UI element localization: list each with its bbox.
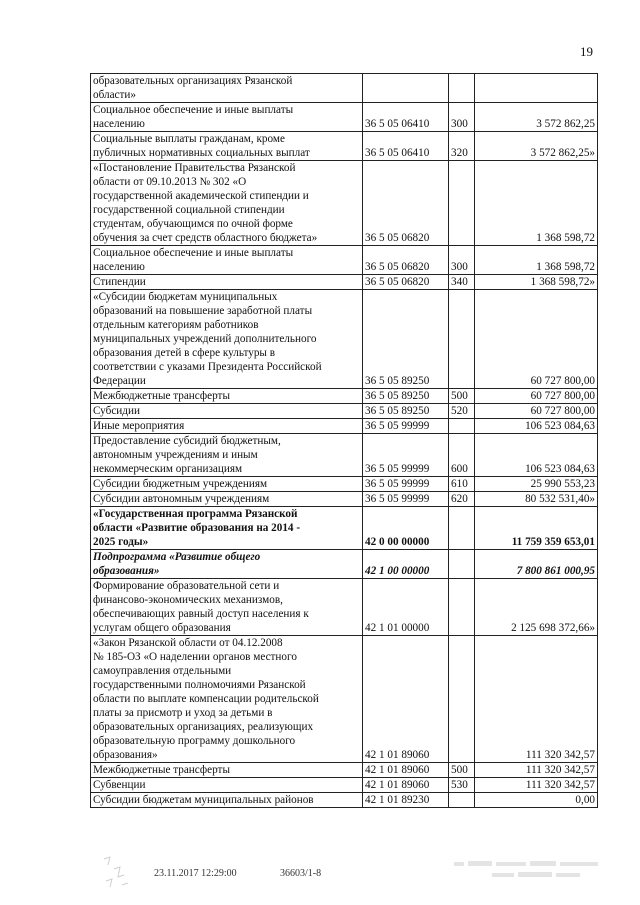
row-expense-type-cell xyxy=(449,579,475,636)
row-name-cell: Формирование образовательной сети и финансово-экономических механизмов, обеспечивающих равный доступ населения к услугам общего образования xyxy=(91,579,363,636)
row-code-cell: 36 5 05 89250 xyxy=(363,389,449,404)
row-amount-cell: 11 759 359 653,01 xyxy=(475,507,598,550)
row-code-cell: 36 5 05 06820 xyxy=(363,246,449,275)
table-row xyxy=(91,103,598,132)
row-expense-type-cell xyxy=(449,290,475,389)
stamp-mark-icon xyxy=(100,855,134,891)
row-code-cell: 36 5 05 89250 xyxy=(363,404,449,419)
row-name-cell: Социальное обеспечение и иные выплаты населению xyxy=(91,246,363,275)
row-name-cell: Подпрограмма «Развитие общего образования» xyxy=(91,550,363,579)
row-code-cell: 42 1 01 00000 xyxy=(363,579,449,636)
row-name-cell: «Государственная программа Рязанской области «Развитие образования на 2014 - 2025 годы» xyxy=(91,507,363,550)
row-code-cell: 36 5 05 06410 xyxy=(363,103,449,132)
row-amount-cell: 80 532 531,40» xyxy=(475,492,598,507)
row-amount-cell: 25 990 553,23 xyxy=(475,477,598,492)
row-expense-type-cell: 530 xyxy=(449,778,475,793)
row-expense-type-cell xyxy=(449,793,475,808)
table-row xyxy=(91,763,598,778)
table-row xyxy=(91,275,598,290)
row-expense-type-cell xyxy=(449,636,475,763)
row-code-cell: 36 5 05 06820 xyxy=(363,275,449,290)
row-expense-type-cell xyxy=(449,161,475,246)
row-amount-cell: 7 800 861 000,95 xyxy=(475,550,598,579)
row-code-cell: 36 5 05 06820 xyxy=(363,161,449,246)
row-name-cell: Субвенции xyxy=(91,778,363,793)
row-amount-cell: 1 368 598,72 xyxy=(475,246,598,275)
table-row xyxy=(91,778,598,793)
budget-table-body xyxy=(91,74,598,808)
table-row xyxy=(91,389,598,404)
row-name-cell: Межбюджетные трансферты xyxy=(91,763,363,778)
row-expense-type-cell: 300 xyxy=(449,103,475,132)
row-code-cell: 36 5 05 99999 xyxy=(363,492,449,507)
row-expense-type-cell: 520 xyxy=(449,404,475,419)
row-code-cell: 42 1 01 89060 xyxy=(363,778,449,793)
table-row xyxy=(91,404,598,419)
table-row xyxy=(91,132,598,161)
budget-table xyxy=(90,73,598,808)
row-name-cell: Социальное обеспечение и иные выплаты населению xyxy=(91,103,363,132)
row-name-cell: Социальные выплаты гражданам, кроме публичных нормативных социальных выплат xyxy=(91,132,363,161)
row-name-cell: образовательных организациях Рязанской области» xyxy=(91,74,363,103)
table-row xyxy=(91,246,598,275)
row-name-cell: Межбюджетные трансферты xyxy=(91,389,363,404)
row-name-cell: Стипендии xyxy=(91,275,363,290)
table-row xyxy=(91,636,598,763)
row-amount-cell: 1 368 598,72» xyxy=(475,275,598,290)
row-amount-cell xyxy=(475,74,598,103)
row-amount-cell: 106 523 084,63 xyxy=(475,434,598,477)
row-code-cell: 36 5 05 99999 xyxy=(363,477,449,492)
row-amount-cell: 2 125 698 372,66» xyxy=(475,579,598,636)
table-row xyxy=(91,477,598,492)
row-expense-type-cell xyxy=(449,419,475,434)
row-amount-cell: 111 320 342,57 xyxy=(475,636,598,763)
row-code-cell: 42 1 01 89060 xyxy=(363,636,449,763)
row-expense-type-cell xyxy=(449,507,475,550)
row-expense-type-cell: 340 xyxy=(449,275,475,290)
table-row xyxy=(91,793,598,808)
row-amount-cell: 3 572 862,25 xyxy=(475,103,598,132)
row-amount-cell: 60 727 800,00 xyxy=(475,290,598,389)
row-amount-cell: 106 523 084,63 xyxy=(475,419,598,434)
row-name-cell: Предоставление субсидий бюджетным, автономным учреждениям и иным некоммерческим организациям xyxy=(91,434,363,477)
table-row xyxy=(91,290,598,389)
row-name-cell: Субсидии бюджетам муниципальных районов xyxy=(91,793,363,808)
row-name-cell: «Постановление Правительства Рязанской области от 09.10.2013 № 302 «О государственной академической стипендии и государственной социальной стипендии студентам, обучающимся по очной форме обучения за счет средств областного бюджета» xyxy=(91,161,363,246)
row-expense-type-cell: 320 xyxy=(449,132,475,161)
table-row xyxy=(91,419,598,434)
row-name-cell: Иные мероприятия xyxy=(91,419,363,434)
row-code-cell: 42 1 01 89230 xyxy=(363,793,449,808)
row-name-cell: Субсидии бюджетным учреждениям xyxy=(91,477,363,492)
row-code-cell: 36 5 05 89250 xyxy=(363,290,449,389)
table-row xyxy=(91,434,598,477)
row-expense-type-cell: 300 xyxy=(449,246,475,275)
row-expense-type-cell: 620 xyxy=(449,492,475,507)
row-code-cell: 36 5 05 06410 xyxy=(363,132,449,161)
row-amount-cell: 1 368 598,72 xyxy=(475,161,598,246)
row-expense-type-cell: 610 xyxy=(449,477,475,492)
row-expense-type-cell xyxy=(449,550,475,579)
table-row xyxy=(91,507,598,550)
footer-datetime: 23.11.2017 12:29:00 xyxy=(154,868,237,879)
row-amount-cell: 111 320 342,57 xyxy=(475,763,598,778)
row-code-cell: 42 0 00 00000 xyxy=(363,507,449,550)
row-amount-cell: 0,00 xyxy=(475,793,598,808)
footer-doc-number: 36603/1-8 xyxy=(280,868,322,879)
row-amount-cell: 60 727 800,00 xyxy=(475,404,598,419)
row-name-cell: «Закон Рязанской области от 04.12.2008 № 185-ОЗ «О наделении органов местного самоуправления отдельными государственными полномочиями Рязанской области по выплате компенсации родительской платы за присмотр и уход за детьми в образовательных организациях, реализующих образовательную программу дошкольного образования» xyxy=(91,636,363,763)
row-code-cell: 36 5 05 99999 xyxy=(363,419,449,434)
row-expense-type-cell xyxy=(449,74,475,103)
electronic-signature-stamp-icon xyxy=(452,856,602,886)
table-row xyxy=(91,492,598,507)
row-expense-type-cell: 600 xyxy=(449,434,475,477)
row-code-cell: 42 1 00 00000 xyxy=(363,550,449,579)
row-amount-cell: 3 572 862,25» xyxy=(475,132,598,161)
row-expense-type-cell: 500 xyxy=(449,389,475,404)
page-number: 19 xyxy=(580,44,593,59)
row-code-cell xyxy=(363,74,449,103)
row-name-cell: Субсидии xyxy=(91,404,363,419)
row-code-cell: 36 5 05 99999 xyxy=(363,434,449,477)
row-amount-cell: 60 727 800,00 xyxy=(475,389,598,404)
row-amount-cell: 111 320 342,57 xyxy=(475,778,598,793)
row-name-cell: Субсидии автономным учреждениям xyxy=(91,492,363,507)
table-row xyxy=(91,74,598,103)
row-expense-type-cell: 500 xyxy=(449,763,475,778)
table-row xyxy=(91,550,598,579)
row-code-cell: 42 1 01 89060 xyxy=(363,763,449,778)
table-row xyxy=(91,161,598,246)
row-name-cell: «Субсидии бюджетам муниципальных образований на повышение заработной платы отдельным категориям работников муниципальных учреждений дополнительного образования детей в сфере культуры в соответствии с указами Президента Российской Федерации xyxy=(91,290,363,389)
table-row xyxy=(91,579,598,636)
